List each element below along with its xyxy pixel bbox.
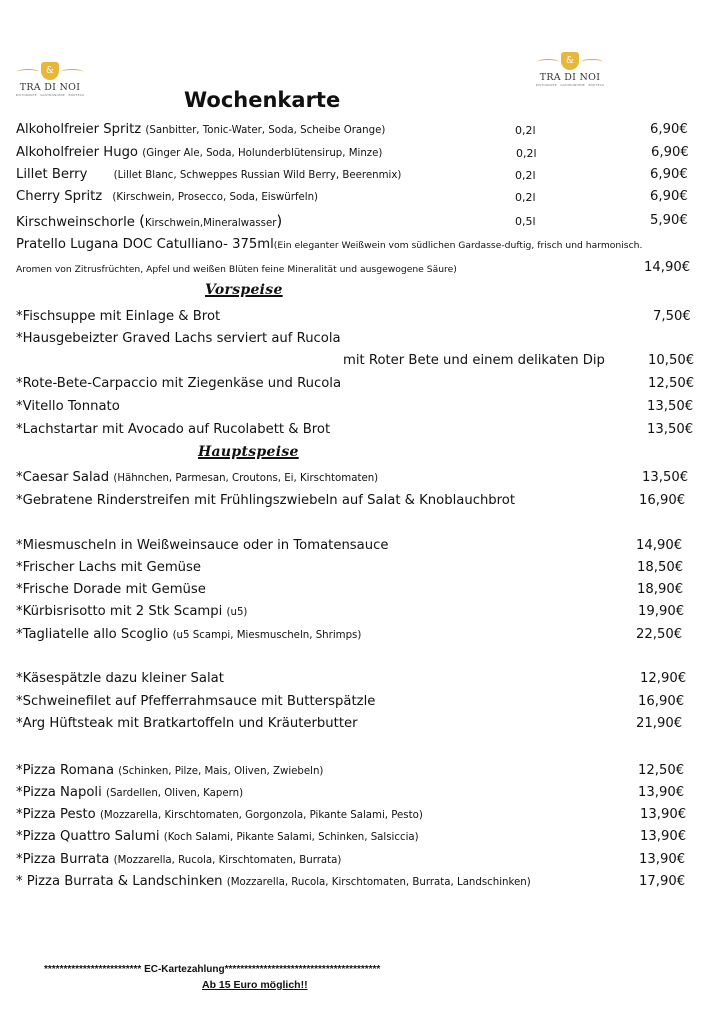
item-price: 13,50€: [642, 470, 689, 485]
item-price: 13,50€: [647, 399, 694, 414]
item-price: 12,50€: [648, 376, 695, 391]
item-name: *Tagliatelle allo Scoglio: [16, 627, 169, 642]
menu-item: [16, 807, 423, 822]
menu-item: *Lachstartar mit Avocado auf Rucolabett & Brot: [16, 422, 331, 437]
shield-icon: &: [561, 52, 579, 70]
menu-item: [16, 538, 389, 553]
item-volume: 0,2l: [515, 124, 536, 137]
item-price: 22,50€: [636, 627, 683, 642]
item-name: *Frischer Lachs mit Gemüse: [16, 560, 202, 575]
item-name: *Arg Hüftsteak mit Bratkartoffeln und Kräuterbutter: [16, 716, 358, 731]
payment-label: EC-Kartezahlung: [141, 964, 225, 975]
section-heading-hauptspeise: Hauptspeise: [198, 444, 299, 460]
item-price: 14,90€: [644, 260, 691, 275]
item-volume: 0,2l: [515, 169, 536, 182]
item-price: 21,90€: [636, 716, 683, 731]
item-desc: (u5): [226, 607, 248, 618]
payment-minimum: Ab 15 Euro möglich!!: [202, 979, 308, 991]
item-price: 13,90€: [638, 785, 685, 800]
item-volume: 0,5l: [515, 215, 536, 228]
item-price: 6,90€: [651, 145, 689, 160]
logo-right: [535, 52, 605, 87]
item-desc: (Lillet Blanc, Schweppes Russian Wild Berry, Beerenmix): [113, 170, 402, 181]
section-heading-vorspeise: Vorspeise: [205, 282, 283, 298]
menu-item: [16, 852, 341, 867]
item-desc: (Sanbitter, Tonic-Water, Soda, Scheibe Orange): [145, 125, 386, 136]
item-desc: (Hähnchen, Parmesan, Croutons, Ei, Kirschtomaten): [113, 473, 379, 484]
item-price: 10,50€: [648, 353, 695, 368]
item-price: 18,50€: [637, 560, 684, 575]
page-title: Wochenkarte: [184, 88, 341, 112]
drink-item: [16, 212, 282, 230]
item-price: 13,90€: [639, 852, 686, 867]
item-name: *Miesmuscheln in Weißweinsauce oder in Tomatensauce: [16, 538, 389, 553]
item-price: 16,90€: [638, 694, 685, 709]
item-price: 6,90€: [650, 122, 688, 137]
menu-item: [16, 671, 224, 686]
menu-item: [16, 493, 515, 508]
item-price: 19,90€: [638, 604, 685, 619]
item-volume: 0,2l: [516, 147, 537, 160]
item-desc-continued: mit Roter Bete und einem delikaten Dip: [343, 353, 605, 368]
drink-item: [16, 122, 385, 137]
item-name: Alkoholfreier Hugo: [16, 145, 139, 160]
item-desc: (Ein eleganter Weißwein vom südlichen Gardasse-duftig, frisch und harmonisch.: [273, 240, 643, 251]
menu-item: [16, 785, 243, 800]
drink-item: [16, 167, 401, 182]
item-price: 13,90€: [640, 807, 687, 822]
item-volume: 0,2l: [515, 191, 536, 204]
brand-tagline: RISTORANTE · GASTRONOMIE · ENOTECA: [15, 93, 85, 97]
item-name: Cherry Spritz: [16, 189, 103, 204]
item-name: Kirschweinschorle: [16, 215, 135, 230]
item-name: *Pizza Burrata: [16, 852, 110, 867]
item-price: 17,90€: [639, 874, 686, 889]
stars-right: ****************************************: [224, 964, 381, 975]
drink-item: [16, 145, 382, 160]
shield-icon: &: [41, 62, 59, 80]
item-name: *Caesar Salad: [16, 470, 110, 485]
menu-item: [16, 627, 361, 642]
item-name: *Pizza Romana: [16, 763, 115, 778]
menu-item: [16, 560, 201, 575]
item-name: *Frische Dorade mit Gemüse: [16, 582, 206, 597]
item-name: *Pizza Quattro Salumi: [16, 829, 160, 844]
item-price: 18,90€: [637, 582, 684, 597]
item-desc: (u5 Scampi, Miesmuscheln, Shrimps): [172, 630, 362, 641]
payment-note: [44, 964, 380, 975]
item-price: 13,50€: [647, 422, 694, 437]
item-name: *Gebratene Rinderstreifen mit Frühlingszwiebeln auf Salat & Knoblauchbrot: [16, 493, 516, 508]
item-name: *Käsespätzle dazu kleiner Salat: [16, 671, 224, 686]
item-name: *Pizza Napoli: [16, 785, 102, 800]
brand-name: TRA DI NOI: [539, 72, 601, 83]
item-price: 6,90€: [650, 167, 688, 182]
item-desc: (Mozzarella, Kirschtomaten, Gorgonzola, Pikante Salami, Pesto): [99, 810, 423, 821]
item-price: 16,90€: [639, 493, 686, 508]
item-price: 5,90€: [650, 213, 688, 228]
menu-item: *Rote-Bete-Carpaccio mit Ziegenkäse und Rucola: [16, 376, 342, 391]
menu-item: [16, 470, 378, 485]
wine-item: [16, 237, 642, 252]
drink-item: [16, 189, 318, 204]
menu-item: [16, 874, 531, 889]
item-name: Pratello Lugana DOC Catulliano- 375ml: [16, 237, 274, 252]
item-desc: (Kirschwein, Prosecco, Soda, Eiswürfeln): [112, 192, 319, 203]
item-desc: (Koch Salami, Pikante Salami, Schinken, Salsiccia): [163, 832, 419, 843]
item-name: *Pizza Pesto: [16, 807, 96, 822]
stars-left: *************************: [44, 964, 142, 975]
item-price: 14,90€: [636, 538, 683, 553]
menu-item: *Fischsuppe mit Einlage & Brot: [16, 309, 221, 324]
item-name: *Kürbisrisotto mit 2 Stk Scampi: [16, 604, 223, 619]
item-desc: (Sardellen, Oliven, Kapern): [105, 788, 244, 799]
item-desc: Kirschwein,Mineralwasser: [144, 218, 277, 229]
paren: (: [139, 212, 145, 230]
item-price: 7,50€: [653, 309, 691, 324]
item-desc: (Mozzarella, Rucola, Kirschtomaten, Burrata): [113, 855, 342, 866]
item-desc: (Schinken, Pilze, Mais, Oliven, Zwiebeln): [118, 766, 324, 777]
item-price: 12,90€: [640, 671, 687, 686]
menu-item: [16, 604, 247, 619]
item-name: * Pizza Burrata & Landschinken: [16, 874, 223, 889]
item-name: Alkoholfreier Spritz: [16, 122, 142, 137]
item-price: 6,90€: [650, 189, 688, 204]
item-name: *Schweinefilet auf Pfefferrahmsauce mit Butterspätzle: [16, 694, 376, 709]
menu-item: [16, 829, 419, 844]
brand-name: TRA DI NOI: [19, 82, 81, 93]
menu-item: [16, 716, 358, 731]
logo-left: [15, 62, 85, 97]
menu-item: [16, 763, 323, 778]
menu-item: *Vitello Tonnato: [16, 399, 120, 414]
brand-tagline: RISTORANTE · GASTRONOMIE · ENOTECA: [535, 83, 605, 87]
paren: ): [276, 212, 283, 230]
item-price: 13,90€: [640, 829, 687, 844]
item-desc: (Mozzarella, Rucola, Kirschtomaten, Burrata, Landschinken): [226, 877, 531, 888]
item-desc-continued: Aromen von Zitrusfrüchten, Apfel und weißen Blüten feine Mineralität und ausgewogene Säure): [16, 264, 457, 275]
item-desc: (Ginger Ale, Soda, Holunderblütensirup, Minze): [142, 148, 383, 159]
item-name: Lillet Berry: [16, 167, 88, 182]
item-price: 12,50€: [638, 763, 685, 778]
menu-item: [16, 694, 375, 709]
menu-item: *Hausgebeizter Graved Lachs serviert auf Rucola: [16, 331, 341, 346]
menu-item: [16, 582, 206, 597]
